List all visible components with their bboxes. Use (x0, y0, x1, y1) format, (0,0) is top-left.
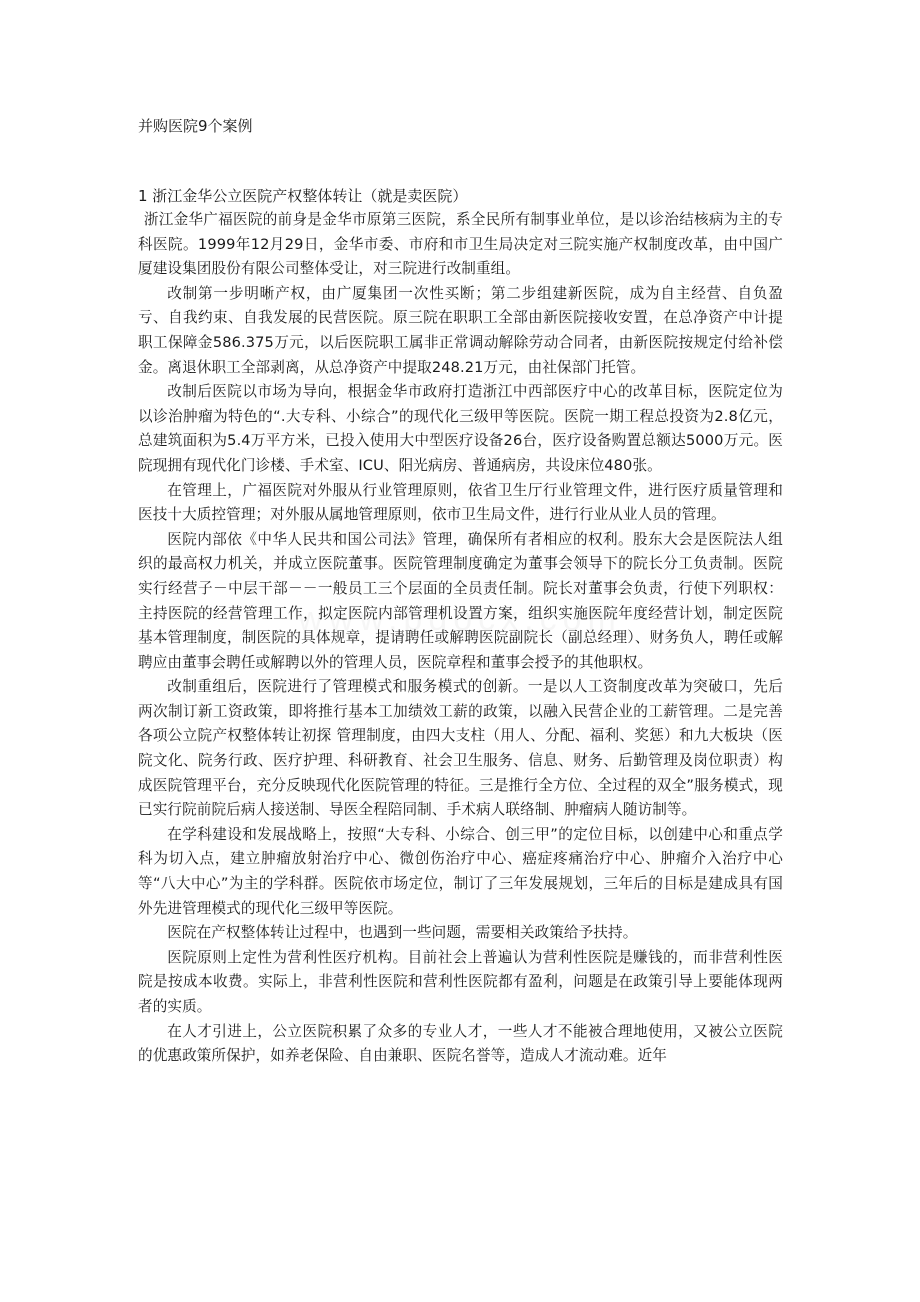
paragraph: 改制后医院以市场为导向，根据金华市政府打造浙江中西部医疗中心的改革目标，医院定位为以诊治肿瘤为特色的“.大专科、小综合”的现代化三级甲等医院。医院一期工程总投资为2.8亿元，总建筑面积为5.4万平方米，已投入使用大中型医疗设备26台，医疗设备购置总额达5000万元。医院现拥有现代化门诊楼、手术室、ICU、阳光病房、普通病房，共设床位480张。 (138, 383, 783, 474)
paragraph: 在人才引进上，公立医院积累了众多的专业人才，一些人才不能被合理地使用，又被公立医院的优惠政策所保护，如养老保险、自由兼职、医院名誉等，造成人才流动难。近年 (138, 1022, 783, 1065)
paragraph: 医院内部依《中华人民共和国公司法》管理，确保所有者相应的权利。股东大会是医院法人组织的最高权力机关，并成立医院董事。医院管理制度确定为董事会领导下的院长分工负责制。医院实行经营子－中层干部－－一般员工三个层面的全员责任制。院长对董事会负责，行使下列职权：主持医院的经营管理工作，拟定医院内部管理机设置方案，组织实施医院年度经营计划，制定医院基本管理制度，制医院的具体规章，提请聘任或解聘医院副院长（副总经理）、财务负人，聘任或解聘应由董事会聘任或解聘以外的管理人员，医院章程和董事会授予的其他职权。 (138, 530, 783, 671)
document-title: 并购医院9个案例 (138, 117, 253, 135)
section-heading: 1 浙江金华公立医院产权整体转让（就是卖医院） (138, 187, 468, 205)
paragraph: 改制第一步明晰产权，由广厦集团一次性买断；第二步组建新医院，成为自主经营、自负盈亏、自我约束、自我发展的民营医院。原三院在职职工全部由新医院接收安置，在总净资产中计提职工保障金586.375万元，以后医院职工属非正常调动解除劳动合同者，由新医院按规定付给补偿金。离退休职工全部剥离，从总净资产中提取248.21万元，由社保部门托管。 (138, 284, 783, 376)
paragraph: 医院原则上定性为营利性医疗机构。目前社会上普遍认为营利性医院是赚钱的，而非营利性医院是按成本收费。实际上，非营利性医院和营利性医院都有盈利，问题是在政策引导上要能体现两者的实质。 (138, 948, 783, 1015)
paragraph: 在学科建设和发展战略上，按照“大专科、小综合、创三甲”的定位目标，以创建中心和重点学科为切入点，建立肿瘤放射治疗中心、微创伤治疗中心、癌症疼痛治疗中心、肿瘤介入治疗中心等“八大中心”为主的学科群。医院依市场定位，制订了三年发展规划，三年后的目标是建成具有国外先进管理模式的现代化三级甲等医院。 (138, 825, 783, 917)
paragraph: 改制重组后，医院进行了管理模式和服务模式的创新。一是以人工资制度改革为突破口，先后两次制订新工资政策，即将推行基本工加绩效工薪的政策，以融入民营企业的工薪管理。二是完善各项公立院产权整体转让初探 管理制度，由四大支柱（用人、分配、福利、奖惩）和九大板块（医院文化、院务行政、医疗护理、科研教育、社会卫生服务、信息、财务、后勤管理及岗位职责）构成医院管理平台，充分反映现代化医院管理的特征。三是推行全方位、全过程的双全”服务模式，现已实行院前院后病人接送制、导医全程陪同制、手术病人联络制、肿瘤病人随访制等。 (138, 678, 783, 819)
paragraph: 浙江金华广福医院的前身是金华市原第三医院，系全民所有制事业单位，是以诊治结核病为主的专科医院。1999年12月29日，金华市委、市府和市卫生局决定对三院实施产权制度改革，由中国广厦建设集团股份有限公司整体受让，对三院进行改制重组。 (138, 211, 783, 278)
document-body (138, 208, 783, 1069)
paragraph: 医院在产权整体转让过程中，也遇到一些问题，需要相关政策给予扶持。 (167, 924, 638, 942)
paragraph: 在管理上，广福医院对外服从行业管理原则，依省卫生厅行业管理文件，进行医疗质量管理和医技十大质控管理；对外服从属地管理原则，依市卫生局文件，进行行业从业人员的管理。 (138, 481, 783, 524)
